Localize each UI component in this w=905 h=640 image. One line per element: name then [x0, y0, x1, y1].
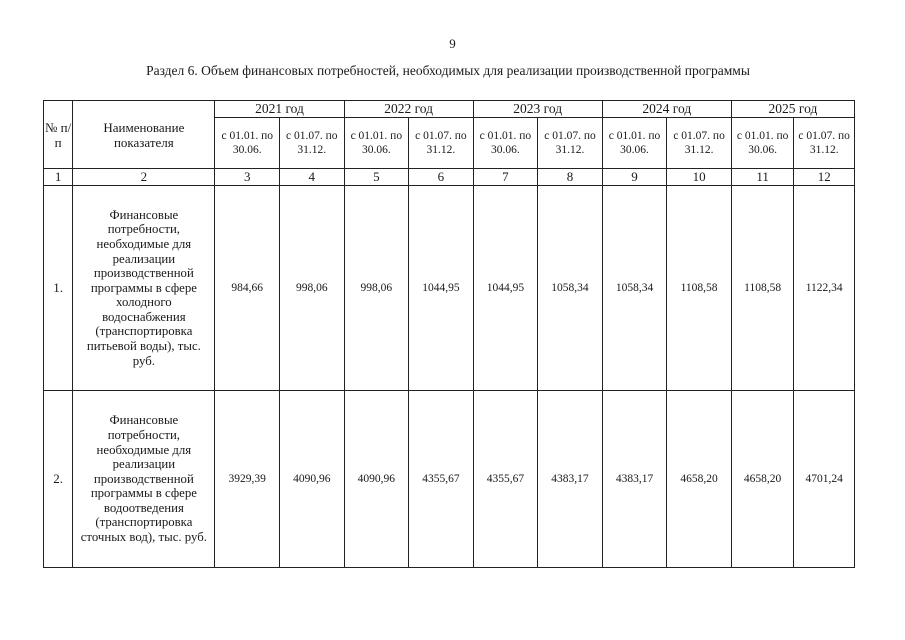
- header-period: с 01.07. по 31.12.: [667, 118, 732, 169]
- column-number: 7: [473, 169, 538, 186]
- header-year: 2022 год: [344, 101, 473, 118]
- header-period: с 01.01. по 30.06.: [731, 118, 794, 169]
- row-value: 4658,20: [667, 391, 732, 568]
- row-value: 998,06: [280, 186, 345, 391]
- row-indicator-name: Финансовые потребности, необходимые для реализации производственной программы в сфере водоотведения (транспортировка сточных вод), тыс. руб.: [73, 391, 215, 568]
- header-period: с 01.07. по 31.12.: [409, 118, 474, 169]
- row-value: 1044,95: [473, 186, 538, 391]
- header-period: с 01.07. по 31.12.: [280, 118, 345, 169]
- header-year: 2025 год: [731, 101, 854, 118]
- row-value: 4383,17: [602, 391, 667, 568]
- header-num: № п/п: [44, 101, 73, 169]
- row-value: 4355,67: [473, 391, 538, 568]
- section-title: Раздел 6. Объем финансовых потребностей, необходимых для реализации производственной программы: [146, 63, 750, 78]
- column-number: 2: [73, 169, 215, 186]
- row-value: 1044,95: [409, 186, 474, 391]
- header-row-years: [44, 101, 855, 118]
- column-number: 9: [602, 169, 667, 186]
- header-year: 2021 год: [215, 101, 344, 118]
- page-number: 9: [449, 36, 456, 51]
- row-value: 1122,34: [794, 186, 855, 391]
- column-number: 1: [44, 169, 73, 186]
- row-value: 4355,67: [409, 391, 474, 568]
- row-number: 2.: [44, 391, 73, 568]
- financial-needs-table: [43, 100, 855, 568]
- header-period: с 01.07. по 31.12.: [794, 118, 855, 169]
- header-period: с 01.01. по 30.06.: [215, 118, 280, 169]
- header-period: с 01.01. по 30.06.: [602, 118, 667, 169]
- row-value: 1108,58: [731, 186, 794, 391]
- header-period: с 01.01. по 30.06.: [473, 118, 538, 169]
- row-value: 4701,24: [794, 391, 855, 568]
- row-value: 984,66: [215, 186, 280, 391]
- row-value: 4090,96: [344, 391, 409, 568]
- column-number: 6: [409, 169, 474, 186]
- header-period: с 01.01. по 30.06.: [344, 118, 409, 169]
- row-value: 998,06: [344, 186, 409, 391]
- column-number: 4: [280, 169, 345, 186]
- column-number: 11: [731, 169, 794, 186]
- column-number: 10: [667, 169, 732, 186]
- column-number: 8: [538, 169, 603, 186]
- column-number: 12: [794, 169, 855, 186]
- column-number: 5: [344, 169, 409, 186]
- row-value: 1058,34: [602, 186, 667, 391]
- row-value: 4383,17: [538, 391, 603, 568]
- row-value: 3929,39: [215, 391, 280, 568]
- row-value: 4658,20: [731, 391, 794, 568]
- header-row-column-numbers: [44, 169, 855, 186]
- row-indicator-name: Финансовые потребности, необходимые для реализации производственной программы в сфере холодного водоснабжения (транспортировка питьевой воды), тыс. руб.: [73, 186, 215, 391]
- header-name: Наименование показателя: [73, 101, 215, 169]
- row-value: 4090,96: [280, 391, 345, 568]
- column-number: 3: [215, 169, 280, 186]
- header-year: 2024 год: [602, 101, 731, 118]
- row-number: 1.: [44, 186, 73, 391]
- row-value: 1058,34: [538, 186, 603, 391]
- table-row: [44, 391, 855, 568]
- table-row: [44, 186, 855, 391]
- header-year: 2023 год: [473, 101, 602, 118]
- header-period: с 01.07. по 31.12.: [538, 118, 603, 169]
- row-value: 1108,58: [667, 186, 732, 391]
